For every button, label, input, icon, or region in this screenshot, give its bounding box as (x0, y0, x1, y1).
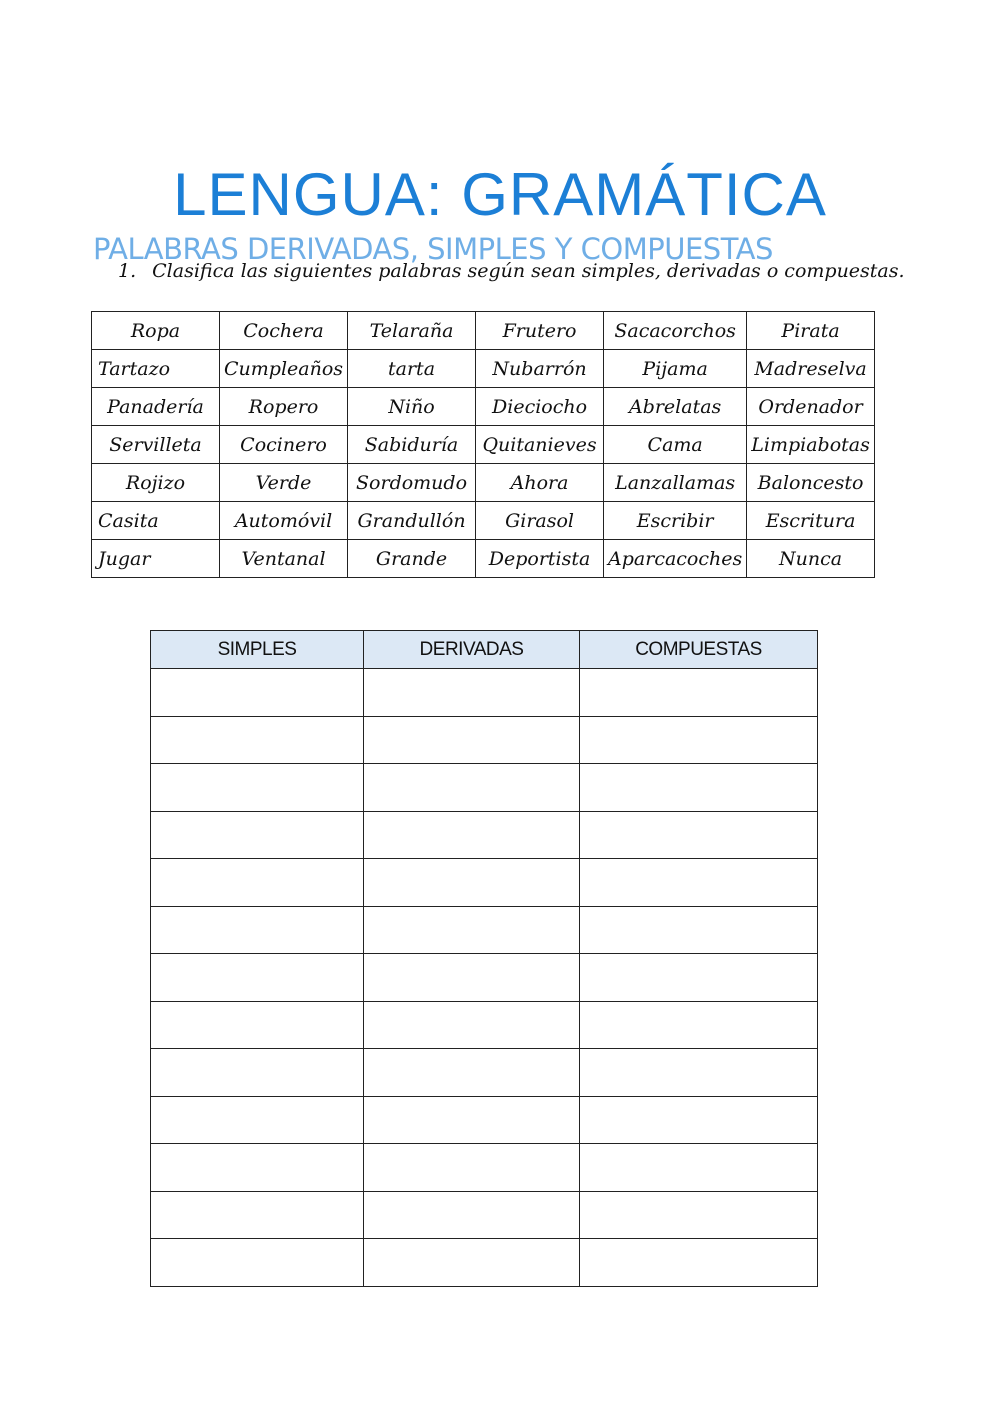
answer-cell-derivadas[interactable] (364, 811, 580, 859)
word-cell: Rojizo (92, 464, 220, 502)
word-cell: tarta (348, 350, 476, 388)
word-cell: Pijama (604, 350, 747, 388)
word-cell: Madreselva (747, 350, 875, 388)
exercise-text: Clasifica las siguientes palabras según sean simples, derivadas o compuestas. (152, 260, 905, 282)
answer-cell-simples[interactable] (151, 716, 364, 764)
word-cell: Servilleta (92, 426, 220, 464)
answer-cell-compuestas[interactable] (580, 811, 818, 859)
answer-row (151, 1239, 818, 1287)
word-cell: Cumpleaños (220, 350, 348, 388)
answer-cell-derivadas[interactable] (364, 859, 580, 907)
word-cell: Ropero (220, 388, 348, 426)
word-cell: Cama (604, 426, 747, 464)
answer-cell-derivadas[interactable] (364, 716, 580, 764)
answer-cell-compuestas[interactable] (580, 1144, 818, 1192)
answer-cell-derivadas[interactable] (364, 764, 580, 812)
answer-cell-derivadas[interactable] (364, 669, 580, 717)
word-row (92, 540, 875, 578)
word-row (92, 464, 875, 502)
word-cell: Ordenador (747, 388, 875, 426)
answer-cell-compuestas[interactable] (580, 669, 818, 717)
answer-cell-compuestas[interactable] (580, 1239, 818, 1287)
word-cell: Sacacorchos (604, 312, 747, 350)
answer-row (151, 954, 818, 1002)
answer-cell-compuestas[interactable] (580, 1001, 818, 1049)
word-cell: Verde (220, 464, 348, 502)
word-cell: Cochera (220, 312, 348, 350)
word-row (92, 312, 875, 350)
answer-cell-derivadas[interactable] (364, 1096, 580, 1144)
word-cell: Casita (92, 502, 220, 540)
page-title: LENGUA: GRAMÁTICA (173, 161, 827, 229)
answer-cell-derivadas[interactable] (364, 906, 580, 954)
answer-table (150, 630, 818, 1287)
exercise-instruction (118, 260, 905, 282)
word-cell: Pirata (747, 312, 875, 350)
answer-cell-compuestas[interactable] (580, 1096, 818, 1144)
word-cell: Ahora (476, 464, 604, 502)
answer-cell-simples[interactable] (151, 1001, 364, 1049)
word-cell: Escribir (604, 502, 747, 540)
answer-header-row (151, 631, 818, 669)
answer-row (151, 1001, 818, 1049)
answer-cell-simples[interactable] (151, 954, 364, 1002)
word-cell: Baloncesto (747, 464, 875, 502)
word-cell: Nubarrón (476, 350, 604, 388)
answer-cell-compuestas[interactable] (580, 1191, 818, 1239)
answer-cell-compuestas[interactable] (580, 716, 818, 764)
header-compuestas: COMPUESTAS (580, 631, 818, 669)
word-cell: Ventanal (220, 540, 348, 578)
answer-row (151, 716, 818, 764)
word-cell: Sordomudo (348, 464, 476, 502)
word-cell: Frutero (476, 312, 604, 350)
answer-cell-derivadas[interactable] (364, 1144, 580, 1192)
answer-row (151, 1144, 818, 1192)
word-cell: Nunca (747, 540, 875, 578)
word-cell: Limpiabotas (747, 426, 875, 464)
answer-cell-simples[interactable] (151, 1144, 364, 1192)
answer-cell-derivadas[interactable] (364, 1049, 580, 1097)
word-cell: Girasol (476, 502, 604, 540)
answer-cell-simples[interactable] (151, 1191, 364, 1239)
answer-cell-compuestas[interactable] (580, 1049, 818, 1097)
word-row (92, 502, 875, 540)
word-row (92, 350, 875, 388)
answer-row (151, 811, 818, 859)
word-cell: Lanzallamas (604, 464, 747, 502)
word-table (91, 311, 875, 578)
answer-cell-derivadas[interactable] (364, 954, 580, 1002)
answer-cell-compuestas[interactable] (580, 906, 818, 954)
word-cell: Sabiduría (348, 426, 476, 464)
header-derivadas: DERIVADAS (364, 631, 580, 669)
word-cell: Cocinero (220, 426, 348, 464)
answer-cell-derivadas[interactable] (364, 1001, 580, 1049)
answer-row (151, 669, 818, 717)
word-cell: Dieciocho (476, 388, 604, 426)
answer-cell-compuestas[interactable] (580, 954, 818, 1002)
word-cell: Automóvil (220, 502, 348, 540)
answer-cell-simples[interactable] (151, 1049, 364, 1097)
answer-cell-simples[interactable] (151, 669, 364, 717)
word-row (92, 426, 875, 464)
word-cell: Grande (348, 540, 476, 578)
word-cell: Abrelatas (604, 388, 747, 426)
answer-cell-simples[interactable] (151, 859, 364, 907)
answer-cell-simples[interactable] (151, 811, 364, 859)
word-cell: Deportista (476, 540, 604, 578)
header-simples: SIMPLES (151, 631, 364, 669)
word-row (92, 388, 875, 426)
answer-cell-simples[interactable] (151, 1096, 364, 1144)
word-cell: Niño (348, 388, 476, 426)
exercise-number: 1. (118, 260, 137, 282)
answer-row (151, 764, 818, 812)
word-cell: Tartazo (92, 350, 220, 388)
word-cell: Aparcacoches (604, 540, 747, 578)
word-cell: Panadería (92, 388, 220, 426)
answer-cell-simples[interactable] (151, 764, 364, 812)
word-cell: Escritura (747, 502, 875, 540)
section-subtitle: PALABRAS DERIVADAS, SIMPLES Y COMPUESTAS (93, 232, 773, 267)
answer-row (151, 1096, 818, 1144)
answer-row (151, 859, 818, 907)
answer-cell-derivadas[interactable] (364, 1239, 580, 1287)
answer-row (151, 1191, 818, 1239)
word-cell: Telaraña (348, 312, 476, 350)
word-cell: Quitanieves (476, 426, 604, 464)
answer-cell-compuestas[interactable] (580, 859, 818, 907)
answer-cell-derivadas[interactable] (364, 1191, 580, 1239)
answer-row (151, 906, 818, 954)
answer-cell-compuestas[interactable] (580, 764, 818, 812)
answer-cell-simples[interactable] (151, 1239, 364, 1287)
word-cell: Ropa (92, 312, 220, 350)
answer-row (151, 1049, 818, 1097)
answer-cell-simples[interactable] (151, 906, 364, 954)
word-cell: Jugar (92, 540, 220, 578)
word-cell: Grandullón (348, 502, 476, 540)
